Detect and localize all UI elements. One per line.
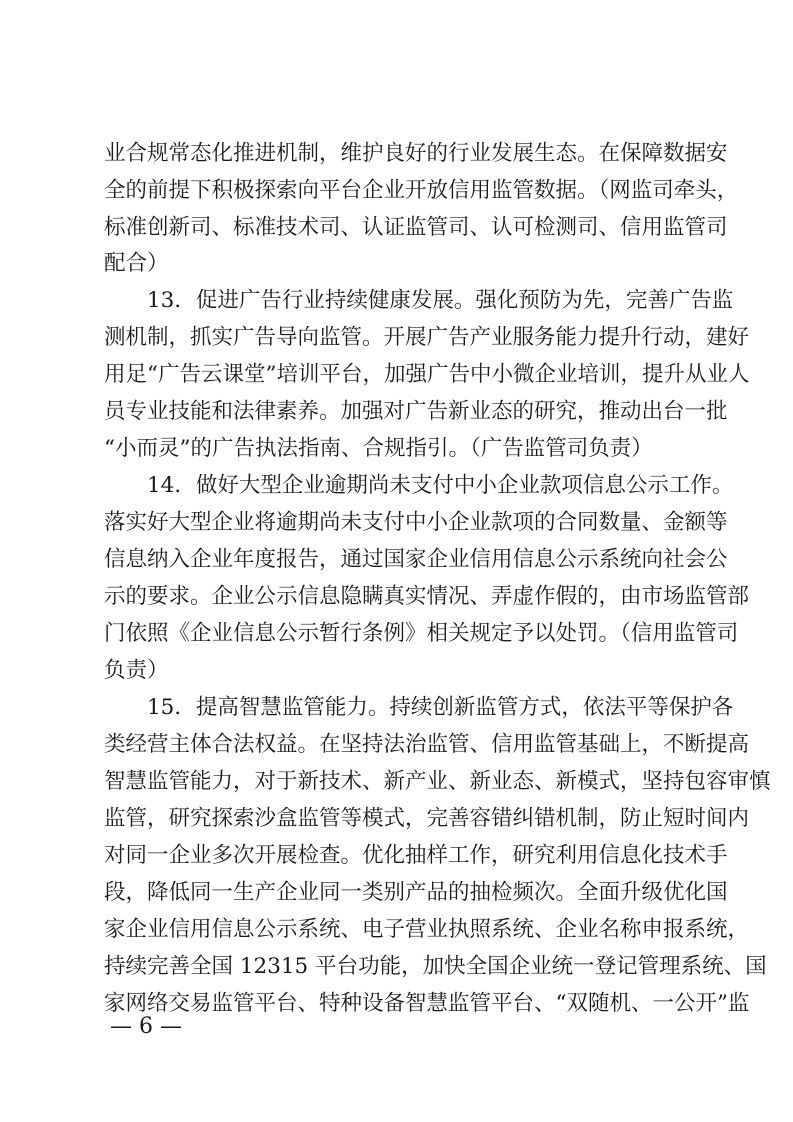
body-line: 用足“广告云课堂”培训平台，加强广告中小微企业培训，提升从业人 bbox=[104, 362, 750, 387]
body-line: 示的要求。企业公示信息隐瞒真实情况、弄虚作假的，由市场监管部 bbox=[104, 584, 750, 609]
body-line: 业合规常态化推进机制，维护良好的行业发展生态。在保障数据安 bbox=[104, 141, 728, 166]
body-line: 测机制，抓实广告导向监管。开展广告产业服务能力提升行动，建好 bbox=[104, 325, 750, 350]
body-line: 监管，研究探索沙盒监管等模式，完善容错纠错机制，防止短时间内 bbox=[104, 806, 750, 831]
body-line: “小而灵”的广告执法指南、合规指引。（广告监管司负责） bbox=[104, 436, 653, 461]
section-14-heading-line: 14．做好大型企业逾期尚未支付中小企业款项信息公示工作。 bbox=[147, 473, 734, 498]
body-line: 落实好大型企业将逾期尚未支付中小企业款项的合同数量、金额等 bbox=[104, 510, 728, 535]
body-line: 类经营主体合法权益。在坚持法治监管、信用监管基础上，不断提高 bbox=[104, 732, 750, 757]
body-line: 员专业技能和法律素养。加强对广告新业态的研究，推动出台一批 bbox=[104, 399, 728, 424]
body-line: 持续完善全国 12315 平台功能，加快全国企业统一登记管理系统、国 bbox=[104, 954, 767, 979]
page-number: — 6 — bbox=[110, 1014, 182, 1039]
body-line: 家企业信用信息公示系统、电子营业执照系统、企业名称申报系统， bbox=[104, 917, 750, 942]
body-line: 标准创新司、标准技术司、认证监管司、认可检测司、信用监管司 bbox=[104, 215, 728, 240]
body-line: 家网络交易监管平台、特种设备智慧监管平台、“双随机、一公开”监 bbox=[104, 991, 750, 1016]
body-line: 负责） bbox=[104, 658, 169, 683]
body-line: 段，降低同一生产企业同一类别产品的抽检频次。全面升级优化国 bbox=[104, 880, 728, 905]
body-line: 配合） bbox=[104, 251, 169, 276]
body-line: 门依照《企业信息公示暂行条例》相关规定予以处罚。（信用监管司 bbox=[104, 621, 739, 646]
body-line: 信息纳入企业年度报告，通过国家企业信用信息公示系统向社会公 bbox=[104, 547, 728, 572]
body-line: 全的前提下积极探索向平台企业开放信用监管数据。（网监司牵头， bbox=[104, 178, 739, 203]
body-line: 对同一企业多次开展检查。优化抽样工作，研究利用信息化技术手 bbox=[104, 843, 728, 868]
section-13-heading-line: 13．促进广告行业持续健康发展。强化预防为先，完善广告监 bbox=[147, 288, 734, 313]
body-line: 智慧监管能力，对于新技术、新产业、新业态、新模式，坚持包容审慎 bbox=[104, 769, 771, 794]
section-15-heading-line: 15．提高智慧监管能力。持续创新监管方式，依法平等保护各 bbox=[147, 695, 734, 720]
